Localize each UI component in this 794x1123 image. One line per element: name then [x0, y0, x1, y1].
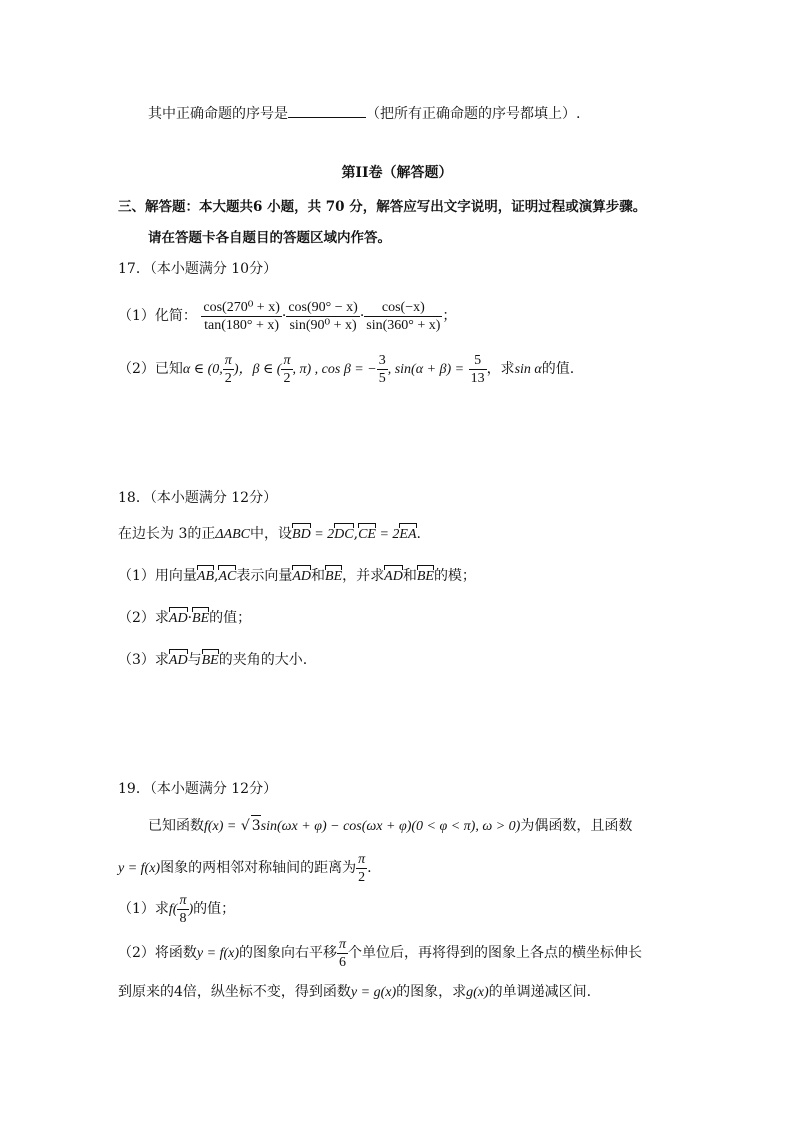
q19-header: 19．（本小题满分 12分） [118, 781, 278, 797]
pi-over-2-fraction: $\frac{\pi}{2}$ [224, 352, 232, 386]
q17-fraction-1: $\frac{\text{cos(270⁰ + x)}}{\tan(180^\circ + x)}$ [203, 299, 280, 333]
q17-part1: （1）化简： $\frac{\text{cos(270⁰ + x)}}{\tan(180^\circ + x)}$ · $\frac{\cos(90^\circ - x)}{\text{sin(90⁰ + x)}}$ · $\frac{\cos(-x)}{\sin(360^\circ + x)}$ ； [118, 299, 457, 333]
q17-part2: （2）已知α ∈ (0, $\frac{\pi}{2}$ )，β ∈ ( $\frac{\pi}{2}$ , π) , cos β = − $\frac{3}{5}$ , sin(α + β) = $\frac{5}{13}$ ，求sin α的值. [118, 352, 575, 386]
q18-part2: （2）求AD·BE的值； [118, 608, 251, 629]
q17-p1-label: （1）化简： [118, 308, 197, 324]
pi-over-2-fraction-b: $\frac{\pi}{2}$ [283, 352, 291, 386]
q17-header: 17．（本小题满分 10分） [118, 261, 278, 277]
pi-over-6-fraction: $\frac{\pi}{6}$ [339, 936, 347, 970]
q18-part1: （1）用向量AB,AC表示向量AD和BE，并求AD和BE的模； [118, 566, 476, 587]
q18-part3: （3）求AD与BE的夹角的大小. [118, 650, 307, 671]
answer-blank[interactable] [288, 103, 366, 118]
fill-blank-line [148, 103, 580, 124]
section3-heading: 三、解答题：本大题共6 小题，共 70 分，解答应写出文字说明，证明过程或演算步骤。 [118, 199, 647, 215]
pi-over-8-fraction: $\frac{\pi}{8}$ [179, 892, 187, 926]
fill-suffix: （把所有正确命题的序号都填上）. [366, 106, 581, 122]
q18-header: 18．（本小题满分 12分） [118, 490, 278, 506]
q19-part2: （2）将函数y = f(x)的图象向右平移 $\frac{\pi}{6}$ 个单位后，再将得到的图象上各点的横坐标伸长 [118, 936, 643, 970]
five-thirteenths-fraction: $\frac{5}{13}$ [470, 352, 485, 386]
section3-note: 请在答题卡各自题目的答题区域内作答。 [148, 230, 391, 246]
q17-p2-label: （2）已知 [118, 361, 183, 377]
fill-prefix: 其中正确命题的序号是 [148, 106, 288, 122]
q17-fraction-3: $\frac{\cos(-x)}{\sin(360^\circ + x)}$ [366, 299, 441, 333]
three-fifths-fraction: $\frac{3}{5}$ [378, 352, 386, 386]
q19-part1: （1）求f( $\frac{\pi}{8}$ )的值； [118, 892, 236, 926]
q17-fraction-2: $\frac{\cos(90^\circ - x)}{\text{sin(90⁰ + x)}}$ [288, 299, 358, 333]
pi-over-2-fraction-c: $\frac{\pi}{2}$ [358, 851, 366, 885]
q18-statement: 在边长为 3的正ΔABC中，设BD = 2DC,CE = 2EA. [118, 524, 421, 545]
q19-line1: 已知函数f(x) = √ 3sin(ωx + φ) − cos(ωx + φ)(0 < φ < π), ω > 0)为偶函数，且函数 [148, 815, 632, 837]
q19-line2: y = f(x)图象的两相邻对称轴间的距离为 $\frac{\pi}{2}$ . [118, 851, 372, 885]
part2-title: 第II卷（解答题） [341, 165, 453, 181]
q19-line4: 到原来的4倍，纵坐标不变，得到函数y = g(x)的图象，求g(x)的单调递减区间. [118, 984, 592, 1000]
